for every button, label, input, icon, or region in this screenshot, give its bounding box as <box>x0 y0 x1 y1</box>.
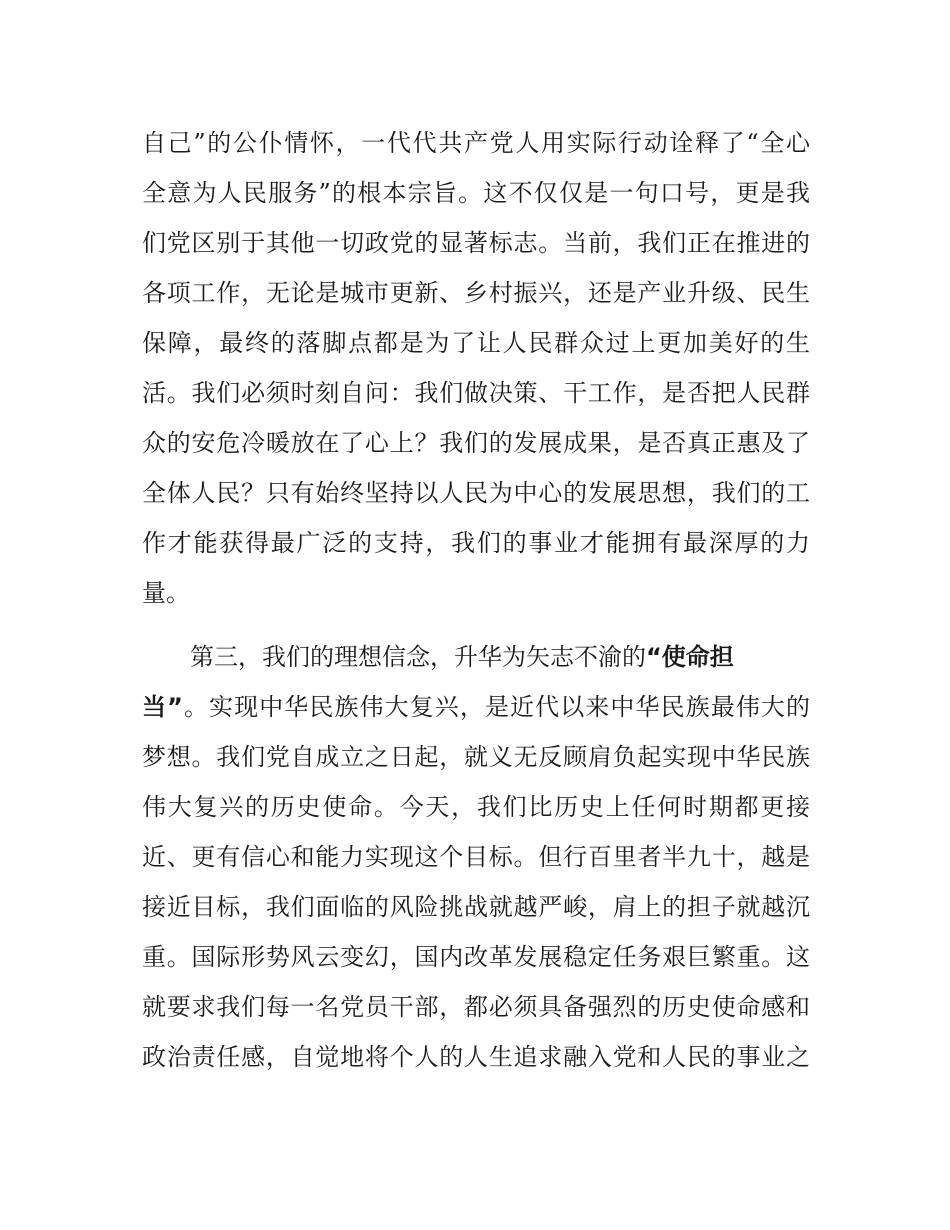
paragraph-2-line-6: 接近目标，我们面临的风险挑战就越严峻，肩上的担子就越沉 <box>142 893 810 921</box>
paragraph-2-line-8: 就要求我们每一名党员干部，都必须具备强烈的历史使命感和 <box>142 993 810 1021</box>
paragraph-1-line-3: 们党区别于其他一切政党的显著标志。当前，我们正在推进的 <box>142 229 810 257</box>
paragraph-2-line-3: 梦想。我们党自成立之日起，就义无反顾肩负起实现中华民族 <box>142 743 810 771</box>
paragraph-2-line-4: 伟大复兴的历史使命。今天，我们比历史上任何时期都更接 <box>142 793 810 821</box>
paragraph-2-line-9: 政治责任感，自觉地将个人的人生追求融入党和人民的事业之 <box>142 1043 810 1071</box>
paragraph-1-line-5: 保障，最终的落脚点都是为了让人民群众过上更加美好的生 <box>142 329 810 357</box>
paragraph-1-line-2: 全意为人民服务”的根本宗旨。这不仅仅是一句口号，更是我 <box>142 179 810 207</box>
paragraph-1-line-7: 众的安危冷暖放在了心上？我们的发展成果，是否真正惠及了 <box>142 429 810 457</box>
paragraph-1-line-4: 各项工作，无论是城市更新、乡村振兴，还是产业升级、民生 <box>142 279 810 307</box>
paragraph-1-line-8: 全体人民？只有始终坚持以人民为中心的发展思想，我们的工 <box>142 479 810 507</box>
paragraph-2-emphasis-start: “使命担 <box>646 643 734 671</box>
paragraph-2-intro: 第三，我们的理想信念，升华为矢志不渝的 <box>190 643 646 671</box>
paragraph-2-line-1 <box>190 642 780 672</box>
paragraph-1-line-6: 活。我们必须时刻自问：我们做决策、干工作，是否把人民群 <box>142 379 810 407</box>
paragraph-2-line-7: 重。国际形势风云变幻，国内改革发展稳定任务艰巨繁重。这 <box>142 943 810 971</box>
paragraph-2-line-2-text: 。实现中华民族伟大复兴，是近代以来中华民族最伟大的 <box>182 693 810 721</box>
paragraph-1-line-9: 作才能获得最广泛的支持，我们的事业才能拥有最深厚的力 <box>142 529 810 557</box>
paragraph-2-emphasis-end: 当” <box>142 693 183 721</box>
paragraph-1-line-10: 量。 <box>142 579 190 607</box>
paragraph-2-line-5: 近、更有信心和能力实现这个目标。但行百里者半九十，越是 <box>142 843 810 871</box>
paragraph-1-line-1: 自己”的公仆情怀，一代代共产党人用实际行动诠释了“全心 <box>142 129 810 157</box>
paragraph-2-line-2 <box>142 692 810 722</box>
